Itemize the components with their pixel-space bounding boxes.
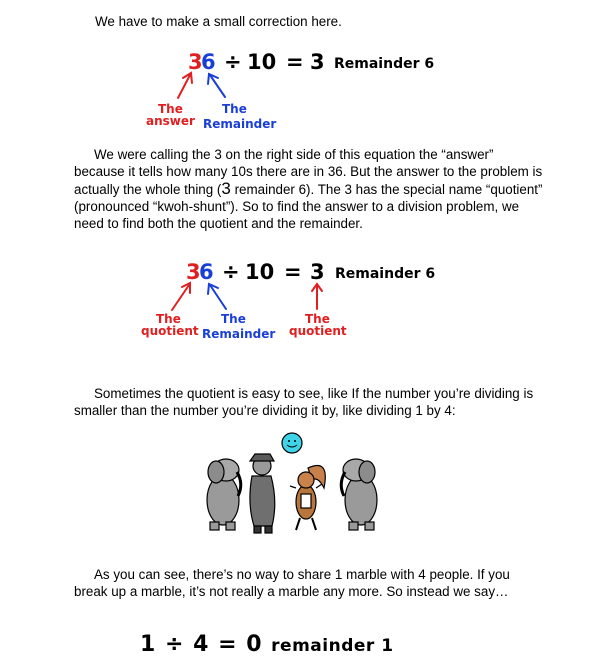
paragraph-marble-sharing: As you can see, there’s no way to share 1 marble with 4 people. If you break up a marble, it’s not really a marble any more. So instead we say… xyxy=(74,567,510,599)
eq2-quotient-arrow-left xyxy=(172,283,190,310)
eq2-quotient: 3 xyxy=(310,260,325,284)
eq1-label-remainder-line2: Remainder xyxy=(203,117,277,131)
para1-after: remainder 6). The 3 has the special name “quotient” (pronounced “kwoh-shunt”). So to find the answer to a division problem, we need to find both the quotient and the remainder. xyxy=(74,182,543,231)
eq1-label-answer-line2: answer xyxy=(146,114,195,128)
eq2-label-remainder-line2: Remainder xyxy=(202,327,276,341)
eq2-divisor: 10 xyxy=(245,260,275,284)
eq1-remainder-arrow xyxy=(208,74,225,97)
eq1-answer-arrow xyxy=(178,73,192,98)
eq2-equals: = xyxy=(284,260,302,284)
eq2-dividend-tens: 3 xyxy=(186,260,201,284)
final-eq-divide: ÷ xyxy=(164,632,185,657)
eq2-label-quotient-b-line1: The xyxy=(305,312,330,326)
squirrel-icon xyxy=(290,466,325,531)
eq2-label-quotient-b-line2: quotient xyxy=(289,324,347,338)
paragraph-quotient-definition xyxy=(74,146,544,232)
final-eq-zero: 0 xyxy=(246,632,263,657)
elephant-left-icon xyxy=(207,459,241,530)
elephant-right-icon xyxy=(341,459,377,530)
eq2-divide-sign: ÷ xyxy=(222,260,240,284)
eq2-label-quotient-a-line2: quotient xyxy=(141,324,199,338)
eq2-remainder-text: Remainder 6 xyxy=(335,266,436,282)
para1-three: 3 xyxy=(221,179,231,198)
eq1-divide-sign: ÷ xyxy=(224,50,242,74)
final-eq-equals: = xyxy=(218,632,238,657)
final-eq-four: 4 xyxy=(193,632,210,657)
marble-illustration xyxy=(0,428,612,538)
eq1-label-remainder-line1: The xyxy=(222,102,247,116)
final-eq-one: 1 xyxy=(140,632,157,657)
equation-diagram-2 xyxy=(0,252,612,352)
eq1-dividend-tens: 3 xyxy=(188,50,203,74)
final-equation xyxy=(140,632,394,657)
eq1-quotient: 3 xyxy=(310,50,325,74)
intro-text: We have to make a small correction here. xyxy=(95,14,342,29)
eq1-equals: = xyxy=(286,50,304,74)
eq1-divisor: 10 xyxy=(247,50,277,74)
para1-before: We were calling the 3 on the right side of this equation the “answer” because it tells how many 10s there are in 36. But the answer to the problem is actually the whole thing ( xyxy=(74,147,543,197)
final-eq-remainder: remainder 1 xyxy=(271,636,394,656)
eq2-label-quotient-a-line1: The xyxy=(156,312,181,326)
eq1-remainder-text: Remainder 6 xyxy=(334,56,435,72)
man-in-coat-icon xyxy=(250,454,275,533)
eq2-label-remainder-line1: The xyxy=(221,312,246,326)
eq1-label-answer-line1: The xyxy=(158,102,183,116)
eq2-quotient-arrow-right xyxy=(312,284,322,309)
eq2-dividend-ones: 6 xyxy=(199,260,214,284)
eq1-dividend-ones: 6 xyxy=(201,50,216,74)
paragraph-smaller-number: Sometimes the quotient is easy to see, like If the number you’re dividing is smaller than the number you’re dividing it by, like dividing 1 by 4: xyxy=(74,386,534,418)
eq2-remainder-arrow xyxy=(208,284,226,309)
marble-icon xyxy=(282,433,302,453)
